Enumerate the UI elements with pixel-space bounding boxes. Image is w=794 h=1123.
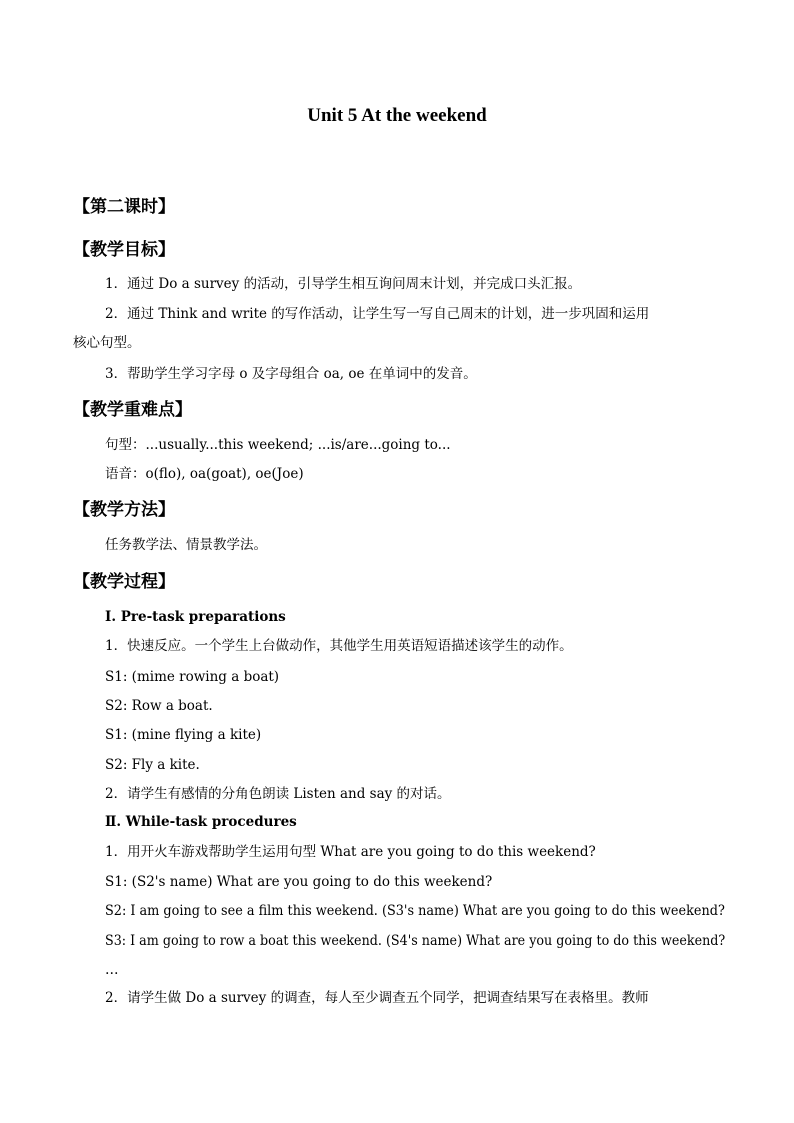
- process-heading: 【教学过程】: [73, 572, 175, 592]
- pre-task-line: S2: Fly a kite.: [105, 757, 200, 773]
- objective-item: 1．通过 Do a survey 的活动，引导学生相互询问周末计划，并完成口头汇报。: [105, 276, 582, 292]
- methods-text: 任务教学法、情景教学法。: [105, 537, 267, 553]
- objectives-heading: 【教学目标】: [73, 240, 175, 260]
- document-title: Unit 5 At the weekend: [307, 105, 487, 126]
- pre-task-line: S1: (mine flying a kite): [105, 727, 262, 743]
- objective-item: 2．通过 Think and write 的写作活动，让学生写一写自己周末的计划，进一步巩固和运用: [105, 306, 650, 322]
- objective-item: 核心句型。: [73, 335, 141, 351]
- while-task-line: 2．请学生做 Do a survey 的调查，每人至少调查五个同学，把调查结果写在表格里。教师: [105, 990, 649, 1006]
- pre-task-line: 2．请学生有感情的分角色朗读 Listen and say 的对话。: [105, 786, 451, 802]
- pre-task-title: Ⅰ. Pre-task preparations: [105, 609, 286, 625]
- while-task-title: Ⅱ. While-task procedures: [105, 814, 297, 830]
- pre-task-line: S1: (mime rowing a boat): [105, 669, 280, 685]
- while-task-line: 1．用开火车游戏帮助学生运用句型 What are you going to do this weekend?: [105, 844, 596, 860]
- key-point-item: 句型：...usually...this weekend; ...is/are...going to...: [105, 437, 451, 453]
- objective-item: 3．帮助学生学习字母 o 及字母组合 oa, oe 在单词中的发音。: [105, 366, 477, 382]
- while-task-line: S1: (S2's name) What are you going to do this weekend?: [105, 874, 493, 890]
- key-point-item: 语音：o(flo), oa(goat), oe(Joe): [105, 466, 304, 482]
- lesson-label: 【第二课时】: [73, 197, 175, 217]
- while-task-line: S2: I am going to see a film this weekend. (S3's name) What are you going to do this weekend?: [105, 903, 725, 919]
- methods-heading: 【教学方法】: [73, 500, 175, 520]
- pre-task-line: 1．快速反应。一个学生上台做动作，其他学生用英语短语描述该学生的动作。: [105, 638, 573, 654]
- while-task-line: …: [105, 962, 119, 978]
- key-points-heading: 【教学重难点】: [73, 400, 192, 420]
- pre-task-line: S2: Row a boat.: [105, 698, 213, 714]
- while-task-line: S3: I am going to row a boat this weekend. (S4's name) What are you going to do this weekend?: [105, 933, 726, 949]
